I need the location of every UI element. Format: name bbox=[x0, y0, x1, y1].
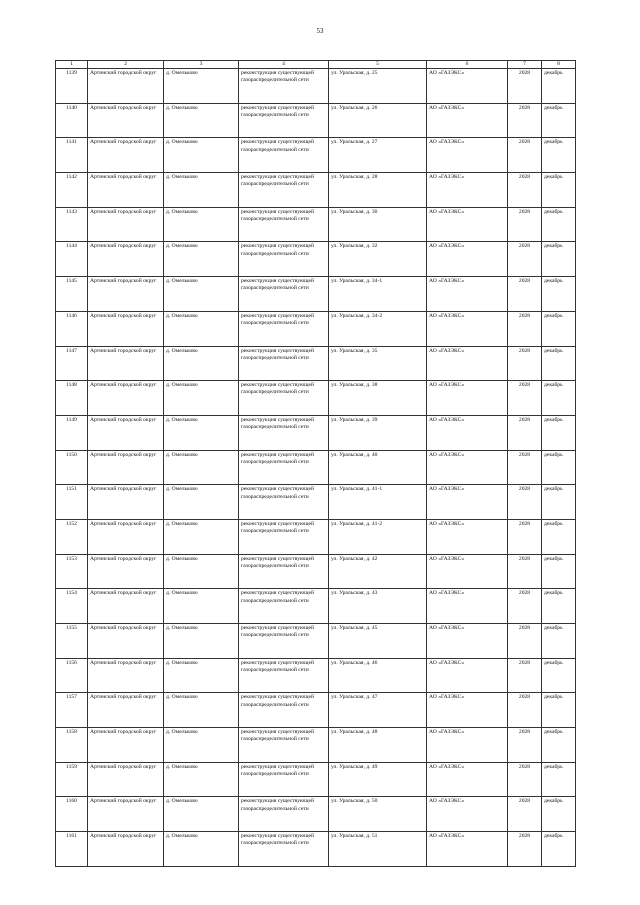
organization-cell: АО «ГАЗЭКС» bbox=[427, 207, 508, 242]
district-cell: Артинский городской округ bbox=[88, 450, 164, 485]
table-row bbox=[56, 693, 576, 728]
month-cell: декабрь bbox=[542, 207, 576, 242]
address-cell: ул. Уральская, д. 50 bbox=[329, 797, 427, 832]
month-cell: декабрь bbox=[542, 173, 576, 208]
work-type-cell: реконструкция существующей газораспределительной сети bbox=[239, 485, 329, 520]
year-cell: 2028 bbox=[508, 69, 542, 104]
locality-cell: д. Омельково bbox=[164, 311, 239, 346]
month-cell: декабрь bbox=[542, 797, 576, 832]
table-row bbox=[56, 624, 576, 659]
year-cell: 2028 bbox=[508, 797, 542, 832]
work-type-cell: реконструкция существующей газораспределительной сети bbox=[239, 207, 329, 242]
year-cell: 2028 bbox=[508, 207, 542, 242]
district-cell: Артинский городской округ bbox=[88, 519, 164, 554]
address-cell: ул. Уральская, д. 43 bbox=[329, 589, 427, 624]
district-cell: Артинский городской округ bbox=[88, 589, 164, 624]
row-number-cell: 1139 bbox=[56, 69, 88, 104]
district-cell: Артинский городской округ bbox=[88, 103, 164, 138]
district-cell: Артинский городской округ bbox=[88, 832, 164, 867]
address-cell: ул. Уральская, д. 48 bbox=[329, 728, 427, 763]
address-cell: ул. Уральская, д. 26 bbox=[329, 103, 427, 138]
column-header: 7 bbox=[508, 61, 542, 69]
row-number-cell: 1158 bbox=[56, 728, 88, 763]
district-cell: Артинский городской округ bbox=[88, 658, 164, 693]
year-cell: 2028 bbox=[508, 450, 542, 485]
year-cell: 2028 bbox=[508, 138, 542, 173]
organization-cell: АО «ГАЗЭКС» bbox=[427, 728, 508, 763]
district-cell: Артинский городской округ bbox=[88, 554, 164, 589]
year-cell: 2028 bbox=[508, 624, 542, 659]
month-cell: декабрь bbox=[542, 554, 576, 589]
locality-cell: д. Омельково bbox=[164, 69, 239, 104]
page-number: 53 bbox=[316, 27, 324, 35]
organization-cell: АО «ГАЗЭКС» bbox=[427, 450, 508, 485]
address-cell: ул. Уральская, д. 45 bbox=[329, 624, 427, 659]
organization-cell: АО «ГАЗЭКС» bbox=[427, 311, 508, 346]
row-number-cell: 1150 bbox=[56, 450, 88, 485]
organization-cell: АО «ГАЗЭКС» bbox=[427, 658, 508, 693]
work-type-cell: реконструкция существующей газораспределительной сети bbox=[239, 589, 329, 624]
table-row bbox=[56, 138, 576, 173]
row-number-cell: 1144 bbox=[56, 242, 88, 277]
locality-cell: д. Омельково bbox=[164, 242, 239, 277]
row-number-cell: 1140 bbox=[56, 103, 88, 138]
month-cell: декабрь bbox=[542, 762, 576, 797]
district-cell: Артинский городской округ bbox=[88, 311, 164, 346]
organization-cell: АО «ГАЗЭКС» bbox=[427, 69, 508, 104]
column-header: 1 bbox=[56, 61, 88, 69]
work-type-cell: реконструкция существующей газораспределительной сети bbox=[239, 277, 329, 312]
address-cell: ул. Уральская, д. 39 bbox=[329, 415, 427, 450]
table-row bbox=[56, 346, 576, 381]
month-cell: декабрь bbox=[542, 242, 576, 277]
table-row bbox=[56, 832, 576, 867]
address-cell: ул. Уральская, д. 47 bbox=[329, 693, 427, 728]
month-cell: декабрь bbox=[542, 69, 576, 104]
district-cell: Артинский городской округ bbox=[88, 346, 164, 381]
year-cell: 2028 bbox=[508, 346, 542, 381]
organization-cell: АО «ГАЗЭКС» bbox=[427, 381, 508, 416]
work-type-cell: реконструкция существующей газораспределительной сети bbox=[239, 519, 329, 554]
table-row bbox=[56, 485, 576, 520]
locality-cell: д. Омельково bbox=[164, 450, 239, 485]
locality-cell: д. Омельково bbox=[164, 832, 239, 867]
work-type-cell: реконструкция существующей газораспределительной сети bbox=[239, 415, 329, 450]
row-number-cell: 1141 bbox=[56, 138, 88, 173]
table-row bbox=[56, 277, 576, 312]
work-type-cell: реконструкция существующей газораспределительной сети bbox=[239, 381, 329, 416]
month-cell: декабрь bbox=[542, 658, 576, 693]
locality-cell: д. Омельково bbox=[164, 658, 239, 693]
month-cell: декабрь bbox=[542, 832, 576, 867]
gas-network-registry-table bbox=[55, 60, 576, 867]
work-type-cell: реконструкция существующей газораспределительной сети bbox=[239, 728, 329, 763]
district-cell: Артинский городской округ bbox=[88, 173, 164, 208]
organization-cell: АО «ГАЗЭКС» bbox=[427, 762, 508, 797]
table-row bbox=[56, 554, 576, 589]
month-cell: декабрь bbox=[542, 624, 576, 659]
row-number-cell: 1156 bbox=[56, 658, 88, 693]
row-number-cell: 1151 bbox=[56, 485, 88, 520]
row-number-cell: 1155 bbox=[56, 624, 88, 659]
row-number-cell: 1161 bbox=[56, 832, 88, 867]
table-row bbox=[56, 519, 576, 554]
table-row bbox=[56, 589, 576, 624]
address-cell: ул. Уральская, д. 51 bbox=[329, 832, 427, 867]
row-number-cell: 1152 bbox=[56, 519, 88, 554]
district-cell: Артинский городской округ bbox=[88, 485, 164, 520]
year-cell: 2028 bbox=[508, 415, 542, 450]
column-header: 5 bbox=[329, 61, 427, 69]
table-row bbox=[56, 207, 576, 242]
table-row bbox=[56, 69, 576, 104]
address-cell: ул. Уральская, д. 41-1 bbox=[329, 485, 427, 520]
locality-cell: д. Омельково bbox=[164, 485, 239, 520]
organization-cell: АО «ГАЗЭКС» bbox=[427, 519, 508, 554]
district-cell: Артинский городской округ bbox=[88, 415, 164, 450]
organization-cell: АО «ГАЗЭКС» bbox=[427, 242, 508, 277]
organization-cell: АО «ГАЗЭКС» bbox=[427, 624, 508, 659]
work-type-cell: реконструкция существующей газораспределительной сети bbox=[239, 762, 329, 797]
work-type-cell: реконструкция существующей газораспределительной сети bbox=[239, 624, 329, 659]
district-cell: Артинский городской округ bbox=[88, 728, 164, 763]
month-cell: декабрь bbox=[542, 346, 576, 381]
locality-cell: д. Омельково bbox=[164, 554, 239, 589]
year-cell: 2028 bbox=[508, 658, 542, 693]
district-cell: Артинский городской округ bbox=[88, 69, 164, 104]
organization-cell: АО «ГАЗЭКС» bbox=[427, 797, 508, 832]
row-number-cell: 1157 bbox=[56, 693, 88, 728]
district-cell: Артинский городской округ bbox=[88, 242, 164, 277]
address-cell: ул. Уральская, д. 30 bbox=[329, 207, 427, 242]
table-row bbox=[56, 311, 576, 346]
address-cell: ул. Уральская, д. 42 bbox=[329, 554, 427, 589]
address-cell: ул. Уральская, д. 40 bbox=[329, 450, 427, 485]
year-cell: 2028 bbox=[508, 554, 542, 589]
column-header: 3 bbox=[164, 61, 239, 69]
locality-cell: д. Омельково bbox=[164, 381, 239, 416]
month-cell: декабрь bbox=[542, 103, 576, 138]
locality-cell: д. Омельково bbox=[164, 346, 239, 381]
row-number-cell: 1145 bbox=[56, 277, 88, 312]
month-cell: декабрь bbox=[542, 311, 576, 346]
year-cell: 2028 bbox=[508, 589, 542, 624]
address-cell: ул. Уральская, д. 34-2 bbox=[329, 311, 427, 346]
locality-cell: д. Омельково bbox=[164, 103, 239, 138]
year-cell: 2028 bbox=[508, 173, 542, 208]
organization-cell: АО «ГАЗЭКС» bbox=[427, 173, 508, 208]
month-cell: декабрь bbox=[542, 415, 576, 450]
work-type-cell: реконструкция существующей газораспределительной сети bbox=[239, 103, 329, 138]
organization-cell: АО «ГАЗЭКС» bbox=[427, 832, 508, 867]
row-number-cell: 1142 bbox=[56, 173, 88, 208]
address-cell: ул. Уральская, д. 41-2 bbox=[329, 519, 427, 554]
locality-cell: д. Омельково bbox=[164, 519, 239, 554]
locality-cell: д. Омельково bbox=[164, 624, 239, 659]
table-body bbox=[56, 61, 576, 867]
row-number-cell: 1159 bbox=[56, 762, 88, 797]
locality-cell: д. Омельково bbox=[164, 728, 239, 763]
work-type-cell: реконструкция существующей газораспределительной сети bbox=[239, 693, 329, 728]
address-cell: ул. Уральская, д. 38 bbox=[329, 381, 427, 416]
year-cell: 2028 bbox=[508, 277, 542, 312]
locality-cell: д. Омельково bbox=[164, 277, 239, 312]
work-type-cell: реконструкция существующей газораспределительной сети bbox=[239, 797, 329, 832]
table-row bbox=[56, 797, 576, 832]
table-row bbox=[56, 173, 576, 208]
organization-cell: АО «ГАЗЭКС» bbox=[427, 138, 508, 173]
locality-cell: д. Омельково bbox=[164, 207, 239, 242]
year-cell: 2028 bbox=[508, 311, 542, 346]
address-cell: ул. Уральская, д. 27 bbox=[329, 138, 427, 173]
row-number-cell: 1149 bbox=[56, 415, 88, 450]
district-cell: Артинский городской округ bbox=[88, 797, 164, 832]
table-row bbox=[56, 242, 576, 277]
month-cell: декабрь bbox=[542, 728, 576, 763]
work-type-cell: реконструкция существующей газораспределительной сети bbox=[239, 311, 329, 346]
organization-cell: АО «ГАЗЭКС» bbox=[427, 554, 508, 589]
district-cell: Артинский городской округ bbox=[88, 207, 164, 242]
row-number-cell: 1160 bbox=[56, 797, 88, 832]
column-header: 4 bbox=[239, 61, 329, 69]
row-number-cell: 1147 bbox=[56, 346, 88, 381]
locality-cell: д. Омельково bbox=[164, 589, 239, 624]
work-type-cell: реконструкция существующей газораспределительной сети bbox=[239, 554, 329, 589]
work-type-cell: реконструкция существующей газораспределительной сети bbox=[239, 138, 329, 173]
locality-cell: д. Омельково bbox=[164, 762, 239, 797]
month-cell: декабрь bbox=[542, 519, 576, 554]
district-cell: Артинский городской округ bbox=[88, 138, 164, 173]
locality-cell: д. Омельково bbox=[164, 797, 239, 832]
month-cell: декабрь bbox=[542, 485, 576, 520]
organization-cell: АО «ГАЗЭКС» bbox=[427, 589, 508, 624]
year-cell: 2028 bbox=[508, 242, 542, 277]
table-row bbox=[56, 103, 576, 138]
month-cell: декабрь bbox=[542, 693, 576, 728]
organization-cell: АО «ГАЗЭКС» bbox=[427, 415, 508, 450]
address-cell: ул. Уральская, д. 35 bbox=[329, 346, 427, 381]
column-header: 2 bbox=[88, 61, 164, 69]
month-cell: декабрь bbox=[542, 277, 576, 312]
year-cell: 2028 bbox=[508, 832, 542, 867]
organization-cell: АО «ГАЗЭКС» bbox=[427, 485, 508, 520]
address-cell: ул. Уральская, д. 49 bbox=[329, 762, 427, 797]
locality-cell: д. Омельково bbox=[164, 693, 239, 728]
row-number-cell: 1153 bbox=[56, 554, 88, 589]
locality-cell: д. Омельково bbox=[164, 415, 239, 450]
work-type-cell: реконструкция существующей газораспределительной сети bbox=[239, 450, 329, 485]
row-number-cell: 1154 bbox=[56, 589, 88, 624]
column-header: 8 bbox=[542, 61, 576, 69]
year-cell: 2028 bbox=[508, 728, 542, 763]
work-type-cell: реконструкция существующей газораспределительной сети bbox=[239, 173, 329, 208]
organization-cell: АО «ГАЗЭКС» bbox=[427, 346, 508, 381]
address-cell: ул. Уральская, д. 46 bbox=[329, 658, 427, 693]
organization-cell: АО «ГАЗЭКС» bbox=[427, 277, 508, 312]
table-row bbox=[56, 381, 576, 416]
year-cell: 2028 bbox=[508, 519, 542, 554]
work-type-cell: реконструкция существующей газораспределительной сети bbox=[239, 69, 329, 104]
table-row bbox=[56, 728, 576, 763]
table-row bbox=[56, 762, 576, 797]
year-cell: 2028 bbox=[508, 103, 542, 138]
row-number-cell: 1143 bbox=[56, 207, 88, 242]
address-cell: ул. Уральская, д. 28 bbox=[329, 173, 427, 208]
work-type-cell: реконструкция существующей газораспределительной сети bbox=[239, 346, 329, 381]
row-number-cell: 1148 bbox=[56, 381, 88, 416]
year-cell: 2028 bbox=[508, 381, 542, 416]
district-cell: Артинский городской округ bbox=[88, 277, 164, 312]
year-cell: 2028 bbox=[508, 485, 542, 520]
organization-cell: АО «ГАЗЭКС» bbox=[427, 103, 508, 138]
work-type-cell: реконструкция существующей газораспределительной сети bbox=[239, 658, 329, 693]
column-header: 6 bbox=[427, 61, 508, 69]
table-row bbox=[56, 658, 576, 693]
locality-cell: д. Омельково bbox=[164, 173, 239, 208]
year-cell: 2028 bbox=[508, 693, 542, 728]
column-number-row bbox=[56, 61, 576, 69]
district-cell: Артинский городской округ bbox=[88, 624, 164, 659]
month-cell: декабрь bbox=[542, 381, 576, 416]
month-cell: декабрь bbox=[542, 589, 576, 624]
district-cell: Артинский городской округ bbox=[88, 762, 164, 797]
district-cell: Артинский городской округ bbox=[88, 381, 164, 416]
district-cell: Артинский городской округ bbox=[88, 693, 164, 728]
month-cell: декабрь bbox=[542, 450, 576, 485]
address-cell: ул. Уральская, д. 32 bbox=[329, 242, 427, 277]
work-type-cell: реконструкция существующей газораспределительной сети bbox=[239, 242, 329, 277]
address-cell: ул. Уральская, д. 25 bbox=[329, 69, 427, 104]
organization-cell: АО «ГАЗЭКС» bbox=[427, 693, 508, 728]
locality-cell: д. Омельково bbox=[164, 138, 239, 173]
address-cell: ул. Уральская, д. 34-1 bbox=[329, 277, 427, 312]
table-row bbox=[56, 415, 576, 450]
year-cell: 2028 bbox=[508, 762, 542, 797]
month-cell: декабрь bbox=[542, 138, 576, 173]
row-number-cell: 1146 bbox=[56, 311, 88, 346]
work-type-cell: реконструкция существующей газораспределительной сети bbox=[239, 832, 329, 867]
table-row bbox=[56, 450, 576, 485]
